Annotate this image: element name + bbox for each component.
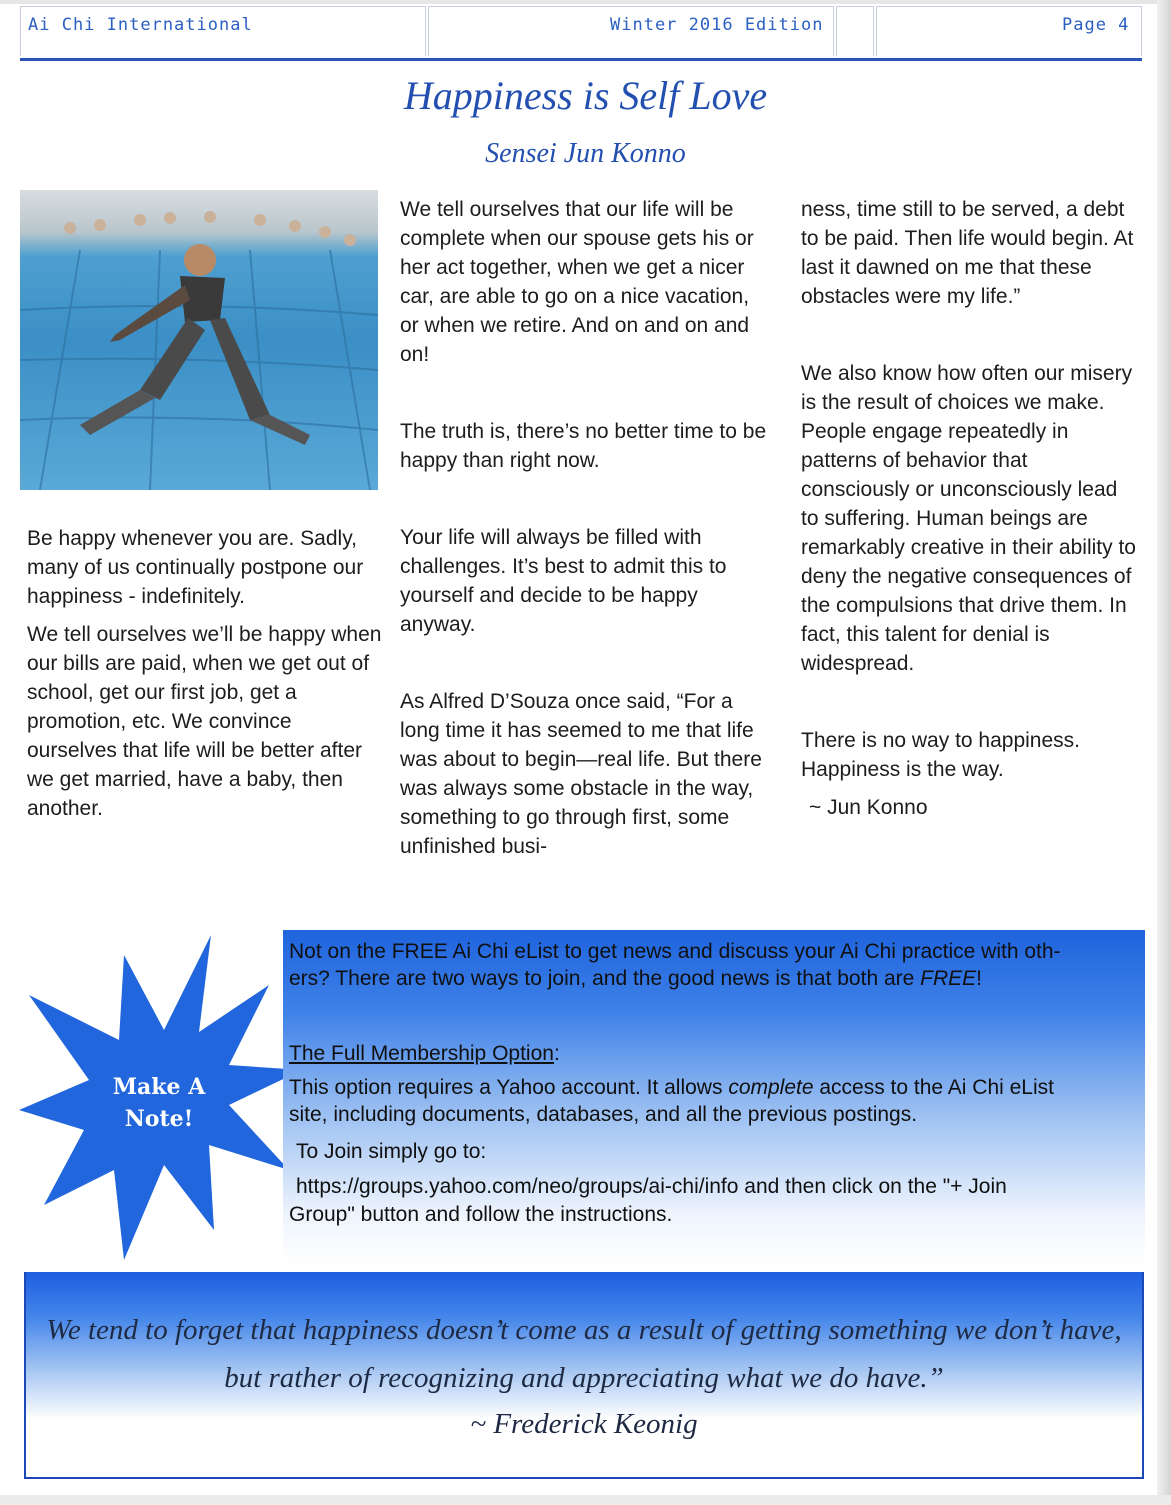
option-description-line-2: site, including documents, databases, and all the previous postings. <box>289 1103 918 1126</box>
paragraph: As Alfred D’Souza once said, “For a long time it has seemed to me that life was about to begin—real life. But there was always some obstacle in the way, something to go through first, some unfinished busi- <box>400 690 762 858</box>
join-instructions-line-2: Group" button and follow the instructions. <box>289 1203 673 1226</box>
closing-line: There is no way to happiness. Happiness is the way. <box>801 729 1080 781</box>
article-column-3 <box>801 195 1137 822</box>
header-cell-spacer <box>836 6 874 56</box>
join-label: To Join simply go to: <box>296 1140 487 1163</box>
article-column-1 <box>27 524 385 823</box>
elist-intro-line-1: Not on the FREE Ai Chi eList to get news and discuss your Ai Chi practice with oth- <box>289 940 1061 963</box>
elist-intro-line-2 <box>289 965 982 992</box>
text: : <box>553 1042 560 1065</box>
paragraph: We tell ourselves that our life will be complete when our spouse gets his or her act together, when we get a nicer car, are able to go on a nice vacation, or when we retire. And on and on and on! <box>400 198 754 366</box>
paragraph: We also know how often our misery is the result of choices we make. People engage repeatedly in patterns of behavior that consciously or unconsciously lead to suffering. Human beings are remarkably creative in their ability to deny the negative consequences of the compulsions that drive them. In fact, this talent for denial is widespread. <box>801 362 1136 675</box>
article-column-2 <box>400 195 772 861</box>
quote-line-2: but rather of recognizing and appreciating what we do have.” <box>224 1362 944 1394</box>
page-edge-bottom <box>0 1495 1171 1505</box>
elist-info-box <box>283 930 1145 1265</box>
page-edge <box>0 0 1171 4</box>
join-instructions-line-1: https://groups.yahoo.com/neo/groups/ai-chi/info and then click on the "+ Join <box>296 1175 1007 1198</box>
quote-line-1: We tend to forget that happiness doesn’t come as a result of getting something we don’t have, <box>46 1314 1122 1346</box>
text: This option requires a Yahoo account. It allows <box>289 1076 729 1099</box>
article-title: Happiness is Self Love <box>403 73 768 118</box>
header-page-number: Page 4 <box>1062 15 1130 35</box>
emphasis: complete <box>728 1076 814 1099</box>
quote-box <box>24 1272 1144 1479</box>
emphasis: FREE <box>920 967 977 990</box>
header-rule <box>20 58 1142 61</box>
pool-photo <box>20 190 378 490</box>
paragraph: Be happy whenever you are. Sadly, many of us continually postpone our happiness - indefinitely. <box>27 527 364 608</box>
paragraph: The truth is, there’s no better time to be happy than right now. <box>400 420 767 472</box>
paragraph: ness, time still to be served, a debt to be paid. Then life would begin. At last it dawned on me that these obstacles were my life.” <box>801 198 1134 308</box>
text: access to the Ai Chi eList <box>813 1076 1054 1099</box>
page-header <box>20 6 1142 58</box>
text: ers? There are two ways to join, and the good news is that both are <box>289 967 921 990</box>
header-edition: Winter 2016 Edition <box>610 15 824 35</box>
option-description-line-1 <box>289 1074 1054 1101</box>
quote-author: ~ Frederick Keonig <box>470 1408 698 1440</box>
header-org: Ai Chi International <box>28 15 253 35</box>
make-a-note-badge <box>14 930 304 1270</box>
paragraph: Your life will always be filled with challenges. It’s best to admit this to yourself and decide to be happy anyway. <box>400 526 727 636</box>
badge-text-line-1: Make A <box>112 1074 206 1100</box>
author-signature: ~ Jun Konno <box>809 796 928 819</box>
option-heading-text: The Full Membership Option <box>289 1042 554 1065</box>
badge-text-line-2: Note! <box>124 1106 194 1132</box>
text: ! <box>976 967 983 990</box>
paragraph: We tell ourselves we’ll be happy when our bills are paid, when we get out of school, get our first job, get a promotion, etc. We convince ourselves that life will be better after we get married, have a baby, then another. <box>27 623 382 820</box>
page-edge-shadow <box>1157 0 1171 1505</box>
article-byline: Sensei Jun Konno <box>485 138 686 169</box>
option-heading <box>289 1040 560 1067</box>
